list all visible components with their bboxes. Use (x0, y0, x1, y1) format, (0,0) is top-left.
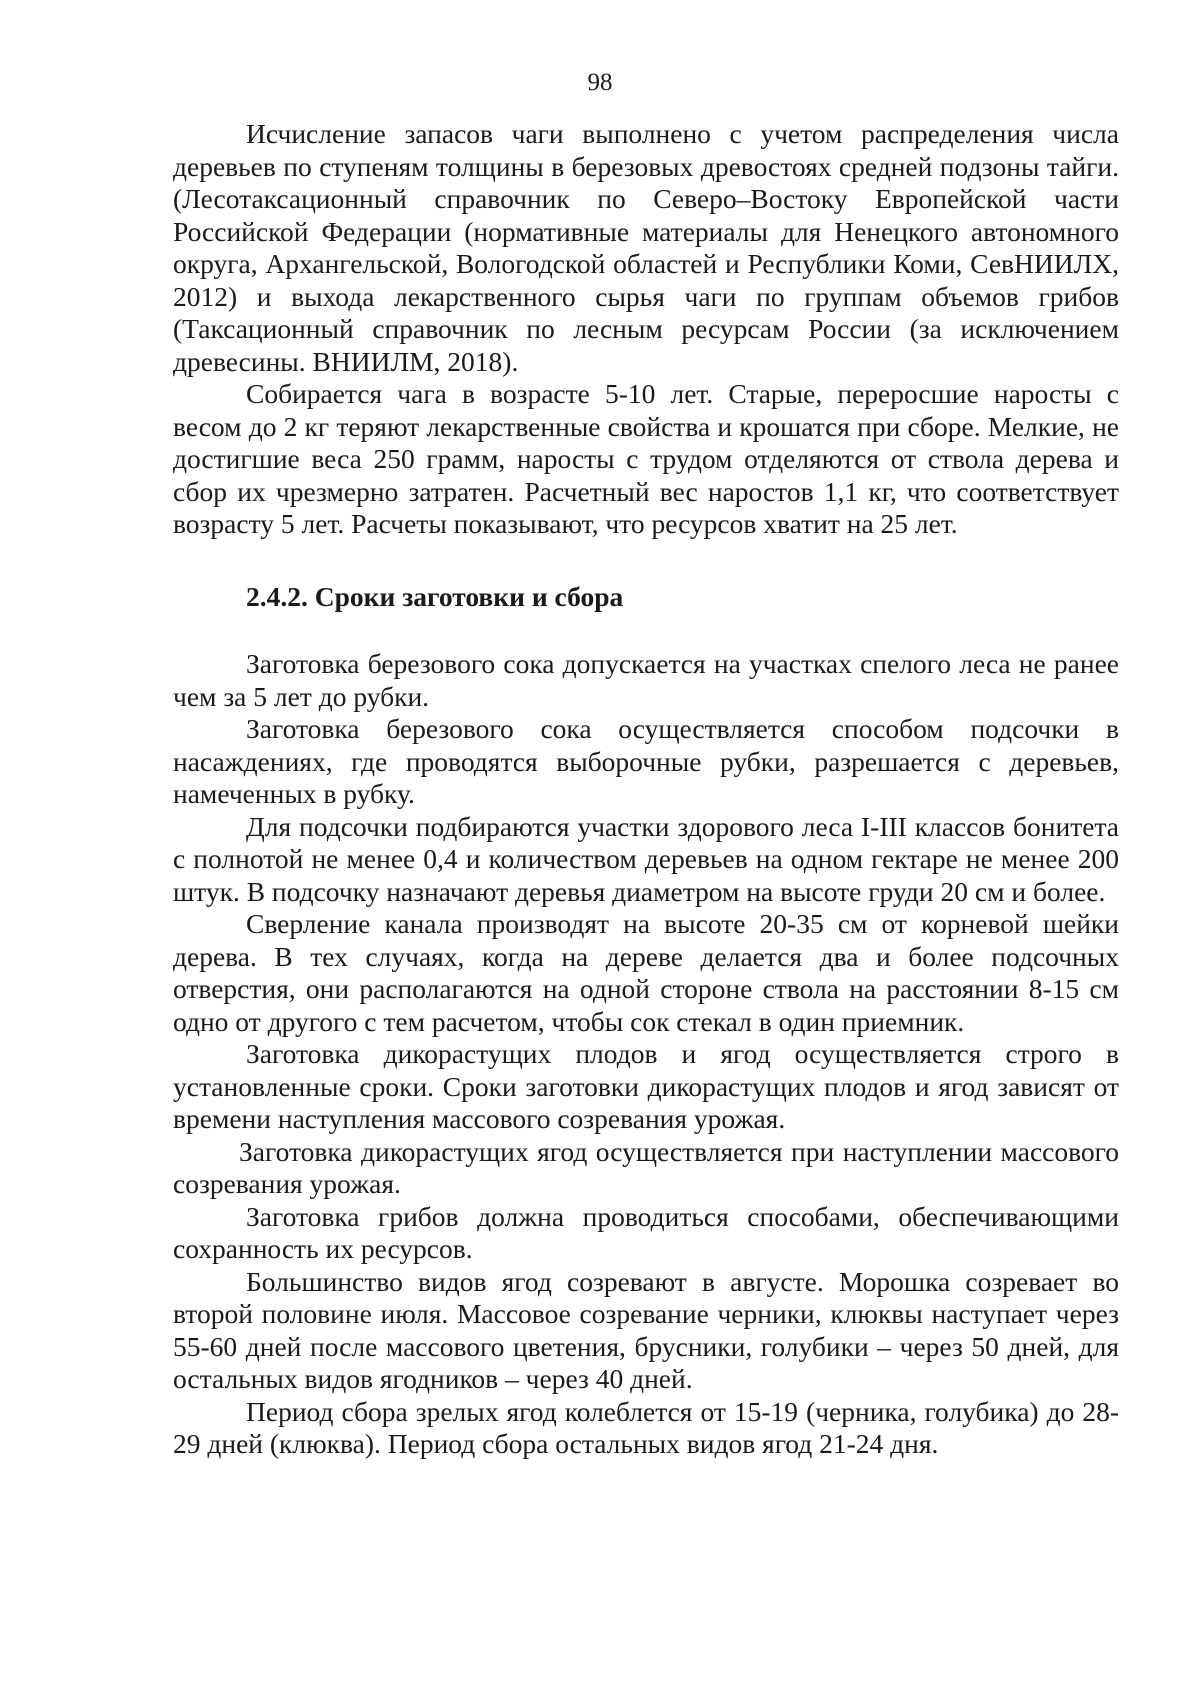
paragraph-chaga-reserves: Исчисление запасов чаги выполнено с учетом распределения числа деревьев по ступеням толщины в березовых древостоях средней подзоны тайги. (Лесотаксационный справочник по Северо–Востоку Европейской части Российской Федерации (нормативные материалы для Ненецкого автономного округа, Архангельской, Вологодской областей и Республики Коми, СевНИИЛХ, 2012) и выхода лекарственного сырья чаги по группам объемов грибов (Таксационный справочник по лесным ресурсам России (за исключением древесины. ВНИИЛМ, 2018). (173, 118, 1119, 377)
paragraph-sap-method: Заготовка березового сока осуществляется способом подсочки в насаждениях, где проводятся выборочные рубки, разрешается с деревьев, намеченных в рубку. (173, 713, 1119, 809)
paragraph-berry-harvest: Заготовка дикорастущих ягод осуществляется при наступлении массового созревания урожая. (173, 1135, 1119, 1199)
page-number: 98 (587, 69, 613, 96)
paragraph-berry-ripening: Большинство видов ягод созревают в августе. Морошка созревает во второй половине июля. Массовое созревание черники, клюквы наступает через 55-60 дней после массового цветения, брусники, голубики – через 50 дней, для остальных видов ягодников – через 40 дней. (173, 1265, 1119, 1394)
paragraph-collection-period: Период сбора зрелых ягод колеблется от 15-19 (черника, голубика) до 28-29 дней (клюква). Период сбора остальных видов ягод 21-24 дня. (173, 1395, 1119, 1459)
paragraph-fruit-harvest-terms: Заготовка дикорастущих плодов и ягод осуществляется строго в установленные сроки. Сроки заготовки дикорастущих плодов и ягод зависят от времени наступления массового созревания урожая. (173, 1038, 1119, 1134)
page-content (173, 118, 1119, 1461)
paragraph-tapping-sites: Для подсочки подбираются участки здорового леса I-III классов бонитета с полнотой не менее 0,4 и количеством деревьев на одном гектаре не менее 200 штук. В подсочку назначают деревья диаметром на высоте груди 20 см и более. (173, 810, 1119, 907)
heading-spacer (173, 613, 1119, 648)
section-heading: 2.4.2. Сроки заготовки и сбора (246, 580, 624, 612)
paragraph-mushroom-harvest: Заготовка грибов должна проводиться способами, обеспечивающими сохранность их ресурсов. (173, 1200, 1119, 1264)
paragraph-sap-allowed: Заготовка березового сока допускается на участках спелого леса не ранее чем за 5 лет до рубки. (173, 648, 1119, 712)
paragraph-chaga-collection: Собирается чага в возрасте 5-10 лет. Старые, переросшие наросты с весом до 2 кг теряют лекарственные свойства и крошатся при сборе. Мелкие, не достигшие веса 250 грамм, наросты с трудом отделяются от ствола дерева и сбор их чрезмерно затратен. Расчетный вес наростов 1,1 кг, что соответствует возрасту 5 лет. Расчеты показывают, что ресурсов хватит на 25 лет. (173, 378, 1119, 539)
paragraph-drilling: Сверление канала производят на высоте 20-35 см от корневой шейки дерева. В тех случаях, когда на дереве делается два и более подсочных отверстия, они располагаются на одной стороне ствола на расстоянии 8-15 см одно от другого с тем расчетом, чтобы сок стекал в один приемник. (173, 908, 1119, 1037)
